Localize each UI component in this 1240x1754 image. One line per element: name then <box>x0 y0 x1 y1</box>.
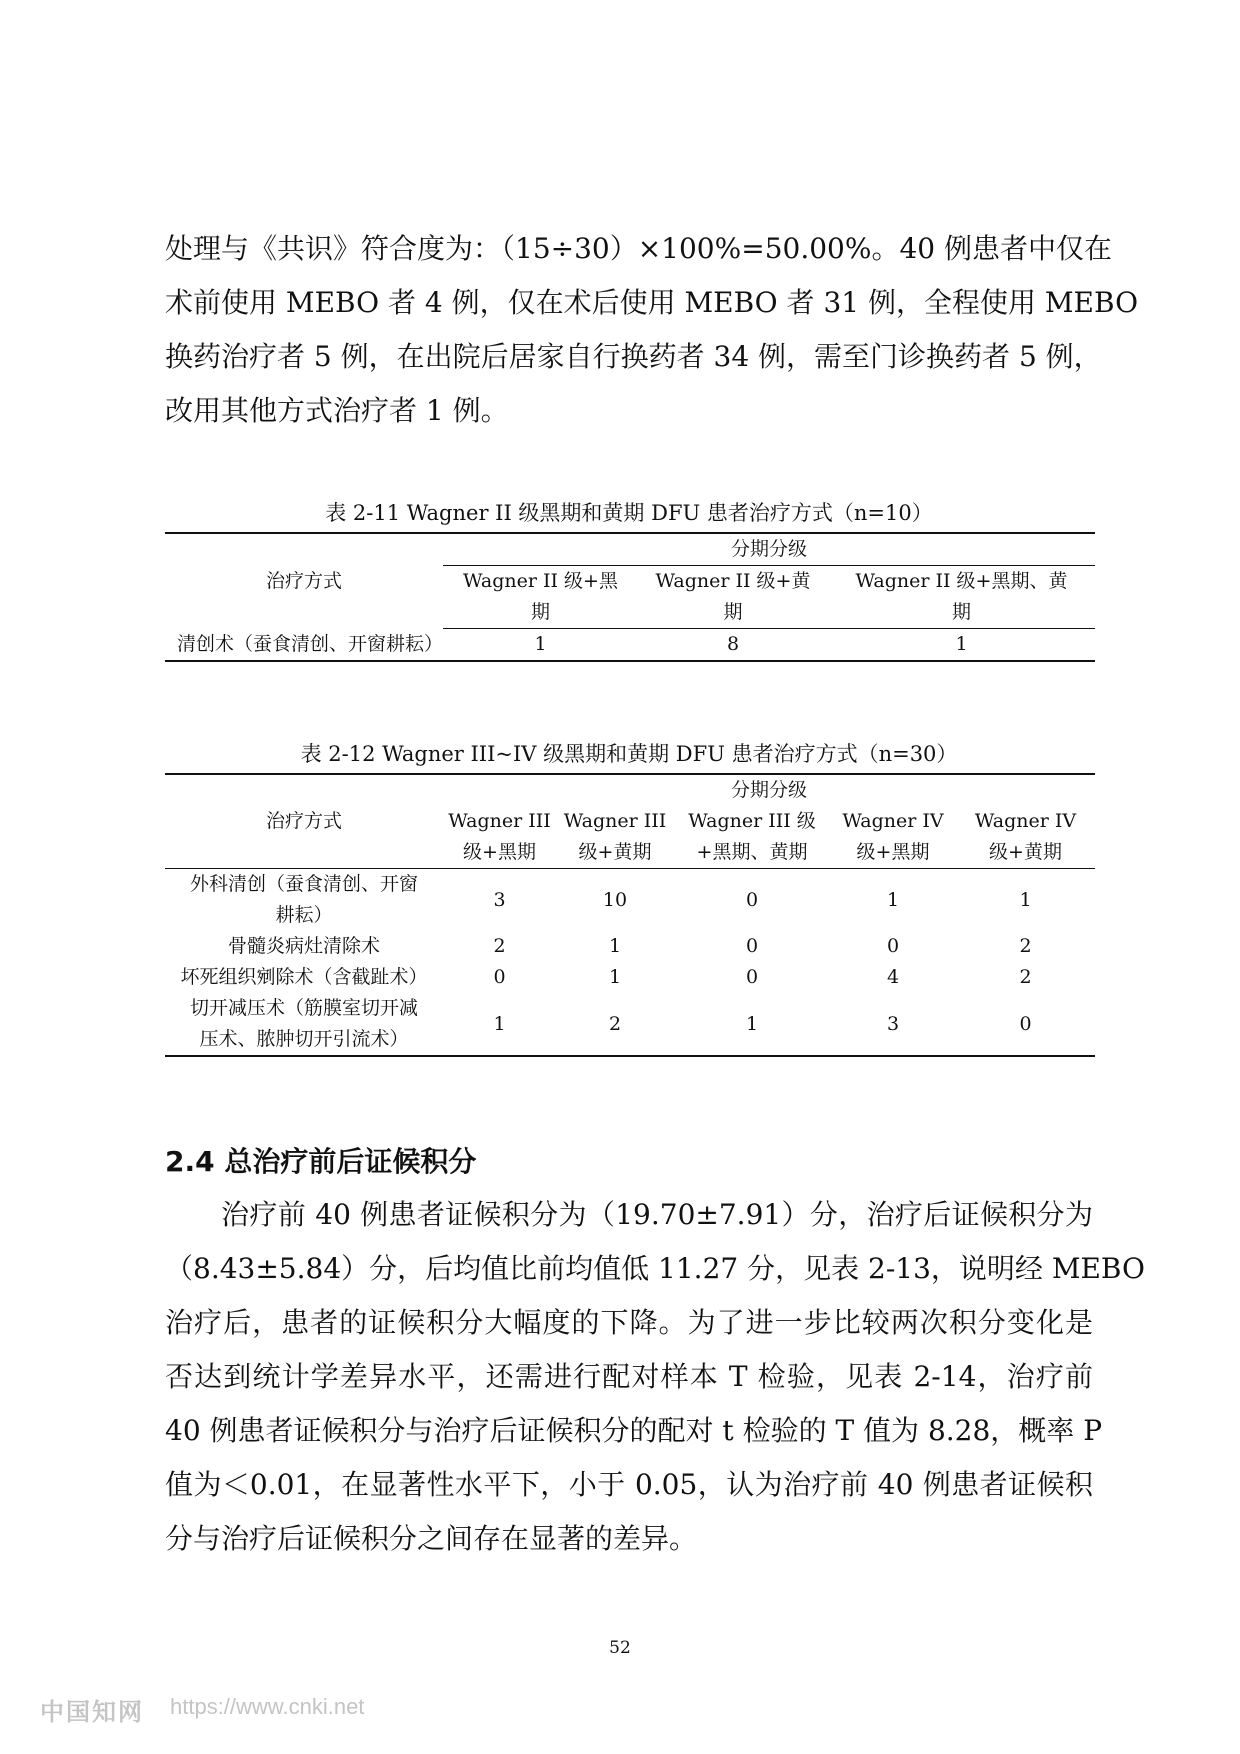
table-cell: 2 <box>1019 966 1032 988</box>
text-line: 处理与《共识》符合度为：（15÷30）×100%=50.00%。40 例患者中仅在 <box>165 232 1112 265</box>
column-header-line: Wagner III <box>563 810 667 832</box>
text-line: 换药治疗者 5 例，在出院后居家自行换药者 34 例，需至门诊换药者 5 例， <box>165 340 1102 373</box>
column-header <box>956 806 1095 869</box>
table-cell: 4 <box>886 966 900 988</box>
text-line: 术前使用 MEBO 者 4 例，仅在术后使用 MEBO 者 31 例，全程使用 MEBO <box>165 286 1139 319</box>
column-header-line: Wagner II 级+黑 <box>463 570 618 592</box>
table-header-row <box>165 774 1095 806</box>
cnki-url-link[interactable]: https://www.cnki.net <box>170 1694 365 1719</box>
column-header-line: +黑期、黄期 <box>696 841 808 863</box>
table-cell: 0 <box>493 966 506 988</box>
table-cell: 8 <box>638 629 828 662</box>
cnki-logo: 中国知网 <box>40 1698 144 1726</box>
table-row <box>165 993 1095 1056</box>
text-line: 40 例患者证候积分与治疗后证候积分的配对 t 检验的 T 值为 8.28，概率 P <box>165 1414 1103 1447</box>
table-cell: 0 <box>745 966 759 988</box>
group-header: 分期分级 <box>443 774 1095 806</box>
column-header <box>830 806 956 869</box>
table-cell: 10 <box>556 869 674 932</box>
column-header-line: Wagner III 级 <box>688 810 816 832</box>
group-header: 分期分级 <box>443 533 1095 566</box>
column-header <box>556 806 674 869</box>
column-header-line: 级+黑期 <box>463 841 536 863</box>
table-cell: 1 <box>443 629 638 662</box>
text-line: 值为＜0.01，在显著性水平下，小于 0.05，认为治疗前 40 例患者证候积 <box>165 1468 1093 1501</box>
column-header <box>674 806 830 869</box>
column-header-line: 级+黄期 <box>989 841 1062 863</box>
paragraph-2 <box>165 1188 1145 1566</box>
table-cell: 1 <box>608 935 622 957</box>
text-line: 治疗前 40 例患者证候积分为（19.70±7.91）分，治疗后证候积分为 <box>221 1198 1093 1231</box>
column-header-line: 级+黑期 <box>856 841 930 863</box>
table-1 <box>165 532 1095 662</box>
table-cell: 2 <box>1019 935 1032 957</box>
row-label-line: 外科清创（蚕食清创、开窗 <box>189 873 418 895</box>
row-label: 坏死组织剜除术（含截趾术） <box>180 966 428 988</box>
row-label-line: 耕耘） <box>275 904 333 926</box>
text-line: 否达到统计学差异水平，还需进行配对样本 T 检验，见表 2-14，治疗前 <box>165 1360 1093 1393</box>
table-2 <box>165 773 1095 1057</box>
row-label: 清创术（蚕食清创、开窗耕耘） <box>165 629 443 662</box>
table-1-caption: 表 2-11 Wagner II 级黑期和黄期 DFU 患者治疗方式（n=10） <box>325 501 933 525</box>
column-header <box>443 806 556 869</box>
row-label-line: 压术、脓肿切开引流术） <box>199 1028 409 1050</box>
table-cell: 0 <box>674 869 830 932</box>
table-cell: 0 <box>745 935 759 957</box>
text-line: 治疗后，患者的证候积分大幅度的下降。为了进一步比较两次积分变化是 <box>165 1306 1093 1339</box>
column-header <box>443 566 638 629</box>
table-cell: 0 <box>886 935 900 957</box>
table-cell: 1 <box>674 993 830 1056</box>
table-cell: 0 <box>956 993 1095 1056</box>
text-line: 分与治疗后证候积分之间存在显著的差异。 <box>165 1522 698 1555</box>
table-cell: 1 <box>608 966 622 988</box>
row-header: 治疗方式 <box>165 533 443 629</box>
column-header-line: 期 <box>951 601 971 623</box>
table-cell: 1 <box>828 629 1095 662</box>
column-header-line: 级+黄期 <box>578 841 652 863</box>
column-header-line: 期 <box>530 601 550 623</box>
table-cell: 3 <box>830 993 956 1056</box>
table-cell: 1 <box>830 869 956 932</box>
table-row <box>165 869 1095 932</box>
table-2-caption: 表 2-12 Wagner III~IV 级黑期和黄期 DFU 患者治疗方式（n=30） <box>300 742 958 766</box>
column-header-line: Wagner IV <box>974 810 1077 832</box>
column-header-line: 期 <box>723 601 743 623</box>
table-cell: 1 <box>956 869 1095 932</box>
paragraph-1 <box>165 222 1139 438</box>
row-label <box>165 869 443 932</box>
column-header-line: Wagner III <box>448 810 551 832</box>
section-heading: 2.4 总治疗前后证候积分 <box>165 1145 477 1178</box>
table-cell: 3 <box>443 869 556 932</box>
column-header-line: Wagner II 级+黄 <box>655 570 811 592</box>
table-row <box>165 629 1095 662</box>
row-label <box>165 993 443 1056</box>
column-header-line: Wagner II 级+黑期、黄 <box>855 570 1068 592</box>
table-row <box>165 931 1095 962</box>
column-header-line: Wagner IV <box>842 810 944 832</box>
page-number: 52 <box>609 1638 631 1658</box>
table-row <box>165 962 1095 993</box>
table-cell: 1 <box>443 993 556 1056</box>
column-header <box>638 566 828 629</box>
text-line: 改用其他方式治疗者 1 例。 <box>165 394 509 427</box>
text-line: （8.43±5.84）分，后均值比前均值低 11.27 分，见表 2-13，说明经 MEBO <box>165 1252 1145 1285</box>
table-cell: 2 <box>493 935 506 957</box>
row-header: 治疗方式 <box>165 774 443 869</box>
column-header <box>828 566 1095 629</box>
row-label-line: 切开减压术（筋膜室切开减 <box>189 997 418 1019</box>
table-cell: 2 <box>556 993 674 1056</box>
table-header-row <box>165 533 1095 566</box>
row-label: 骨髓炎病灶清除术 <box>227 935 380 957</box>
